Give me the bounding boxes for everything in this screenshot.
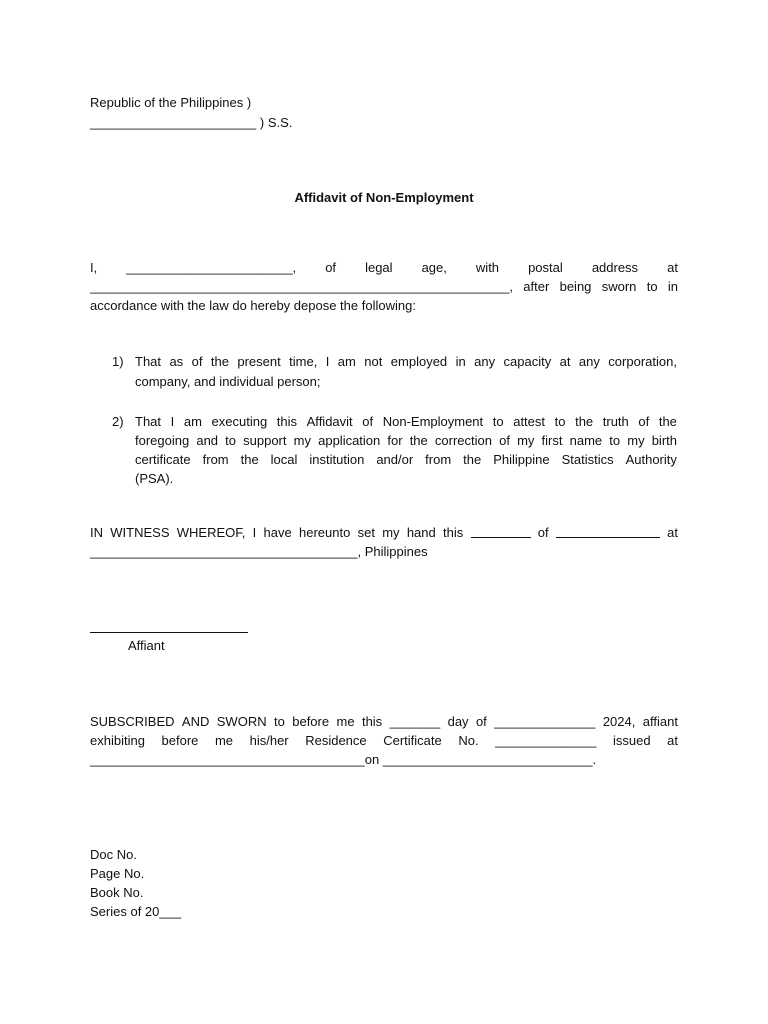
word: this [361,714,383,729]
word: my [517,433,535,448]
word: sworn [601,279,637,294]
word: of [537,525,549,540]
word: Statistics [561,452,614,467]
item-1-line-2: company, and individual person; [135,374,321,389]
word: ______________ [494,714,596,729]
item-2-line-1 [135,412,677,431]
word: WITNESS [110,525,170,540]
word: foregoing [135,433,190,448]
word: hereunto [299,525,351,540]
item-1-line-1 [135,352,677,371]
word: No. [458,733,479,748]
word: __________________________________________________________, [90,279,513,294]
word: ______________ [495,733,597,748]
word: hand [406,525,436,540]
word: at [559,354,571,369]
word: have [263,525,292,540]
word: before [292,714,330,729]
word: to [609,433,621,448]
word: corporation, [608,354,677,369]
word: set [357,525,375,540]
word: am [337,354,356,369]
word: name [569,433,603,448]
word: That [135,414,162,429]
word: day [447,714,469,729]
word: _______________________, [126,260,297,275]
intro-line-1 [90,258,678,277]
item-2-line-4: (PSA). [135,471,174,486]
word: the [409,433,428,448]
word: at [667,260,678,275]
word: time, [289,354,318,369]
word: AND [181,714,210,729]
word: issued [612,733,651,748]
affiant-signature-line [90,632,248,633]
subscribed-line-3: ______________________________________on _____________________________. [90,752,597,767]
witness-line-1 [90,523,678,542]
word: from [425,452,452,467]
page-no: Page No. [90,866,145,881]
word: postal [528,260,563,275]
word: and/or [376,452,414,467]
word: affiant [642,714,678,729]
word: for [387,433,403,448]
word: application [318,433,381,448]
word: I [252,525,257,540]
word: birth [651,433,677,448]
item-2-number: 2) [112,414,124,429]
word: not [364,354,383,369]
word: Non-Employment [382,414,484,429]
word: of [638,414,650,429]
word: capacity [503,354,552,369]
book-no: Book No. [90,885,144,900]
word: I [325,354,330,369]
word: my [293,433,311,448]
intro-line-2 [90,277,678,296]
word: SUBSCRIBED [90,714,175,729]
header-ss: _______________________ ) S.S. [90,115,293,130]
affidavit-page [90,0,678,1024]
word: the [210,354,229,369]
day-blank [471,523,531,538]
header-republic: Republic of the Philippines ) [90,95,252,110]
word: his/her [249,733,289,748]
word: Affidavit [306,414,353,429]
word: at [667,733,678,748]
word: I [170,414,175,429]
word: at [667,525,678,540]
subscribed-line-2 [90,731,678,750]
word: IN [90,525,103,540]
word: certificate [135,452,191,467]
word: _______ [389,714,441,729]
word: of [325,260,337,275]
word: of [475,714,487,729]
word: Certificate [383,733,442,748]
word: in [455,354,466,369]
word: me [214,733,234,748]
word: age, [421,260,447,275]
word: support [243,433,287,448]
word: the [240,452,259,467]
word: of [499,433,510,448]
word: I, [90,260,98,275]
word: the [575,414,594,429]
word: with [475,260,500,275]
witness-line-2: _____________________________________, Philippines [90,544,428,559]
word: to [646,279,658,294]
word: any [578,354,600,369]
word: Philippine [493,452,550,467]
word: this [276,414,298,429]
word: me [336,714,355,729]
word: local [270,452,298,467]
word: truth [602,414,629,429]
word: employed [390,354,448,369]
word: 2024, [602,714,636,729]
word: legal [365,260,393,275]
word: the [463,452,482,467]
word: correction [434,433,492,448]
word: Authority [625,452,677,467]
series: Series of 20___ [90,904,182,919]
word: before [161,733,199,748]
word: SWORN [216,714,267,729]
word: Residence [305,733,367,748]
word: of [362,414,374,429]
word: institution [309,452,365,467]
word: first [541,433,563,448]
month-blank [556,523,660,538]
word: from [202,452,229,467]
intro-line-3: accordance with the law do hereby depose the following: [90,298,416,313]
word: and [196,433,219,448]
word: my [382,525,400,540]
item-2-line-2 [135,431,677,450]
word: to [554,414,566,429]
item-1-number: 1) [112,354,124,369]
document-title: Affidavit of Non-Employment [294,190,474,205]
word: WHEREOF, [176,525,246,540]
word: this [443,525,464,540]
word: of [191,354,203,369]
word: to [225,433,237,448]
word: am [183,414,202,429]
item-2-line-3 [135,450,677,469]
word: being [559,279,592,294]
word: That [135,354,162,369]
word: as [169,354,184,369]
word: address [591,260,639,275]
word: exhibiting [90,733,145,748]
word: executing [211,414,268,429]
word: to [274,714,285,729]
word: the [658,414,677,429]
doc-no: Doc No. [90,847,137,862]
word: attest [513,414,546,429]
subscribed-line-1 [90,712,678,731]
word: present [237,354,281,369]
word: to [492,414,504,429]
word: my [627,433,645,448]
word: any [474,354,496,369]
word: in [667,279,678,294]
word: after [523,279,550,294]
affiant-label: Affiant [128,638,165,653]
